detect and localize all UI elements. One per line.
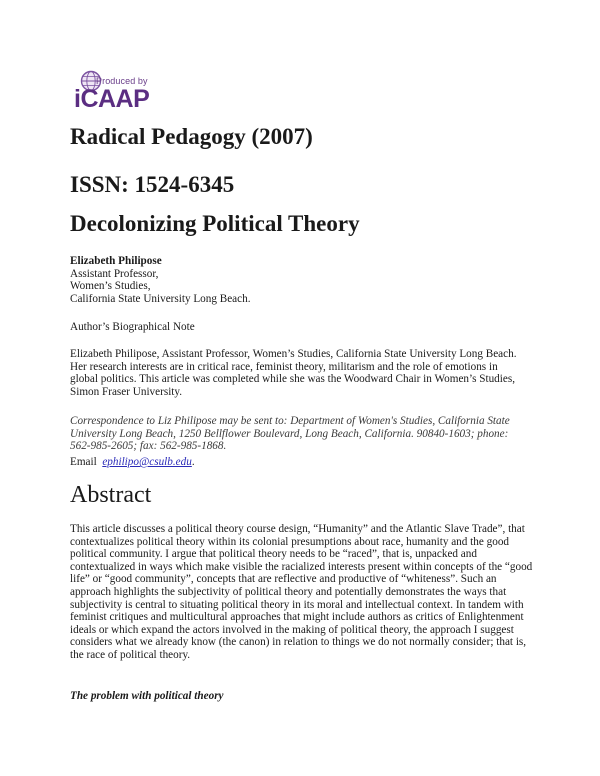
icaap-logo	[72, 70, 162, 114]
author-department: Women’s Studies,	[70, 280, 151, 293]
email-label: Email	[70, 456, 97, 468]
journal-title: Radical Pedagogy (2007)	[70, 124, 313, 149]
author-block	[70, 255, 540, 305]
author-institution: California State University Long Beach.	[70, 292, 251, 305]
author-name: Elizabeth Philipose	[70, 255, 162, 267]
logo-produced-by: Produced by	[96, 76, 148, 86]
article-title: Decolonizing Political Theory	[70, 211, 360, 236]
email-link[interactable]: ephilipo@csulb.edu	[102, 456, 192, 468]
bio-heading: Author’s Biographical Note	[70, 321, 195, 333]
bio-text: Elizabeth Philipose, Assistant Professor, Women’s Studies, California State University Long Beach. Her research interests are in critical race, feminist theory, militarism and the role of emotions in global politics. This article was completed while she was the Woodward Chair in Women’s Studies, Simon Fraser University.	[70, 348, 517, 398]
abstract-heading: Abstract	[70, 482, 152, 508]
abstract-text: This article discusses a political theory course design, “Humanity” and the Atlantic Slave Trade”, that contextualizes political theory within its colonial presumptions about race, humanity and the good political community. I argue that political theory needs to be “raced”, that is, unpacked and contextualized in ways which make visible the racialized interests present within concepts of the “good life” or “good community”, concepts that are reflective and productive of “whiteness”. Such an approach highlights the subjectivity of political theory and potentially demonstrates the ways that subjectivity is central to situating political theory in its moral and intellectual context. In tandem with feminist critiques and multicultural approaches that might include authors as critics of Enlightenment ideals or which expand the actors involved in the making of political theory, the approach I suggest considers what we already know (the canon) in relation to things we do not normally consider; that is, the race of political theory.	[70, 523, 533, 661]
author-position: Assistant Professor,	[70, 267, 159, 280]
issn: ISSN: 1524-6345	[70, 172, 235, 197]
section-heading: The problem with political theory	[70, 690, 224, 702]
correspondence-note: Correspondence to Liz Philipose may be sent to: Department of Women's Studies, California State University Long Beach, 1250 Bellflower Boulevard, Long Beach, California. 90840-1603; phone: 562-985-2605; fax: 562-985-1868.	[70, 415, 510, 453]
logo-name: iCAAP	[74, 85, 150, 113]
email-line: Email ephilipo@csulb.edu.	[70, 456, 195, 468]
